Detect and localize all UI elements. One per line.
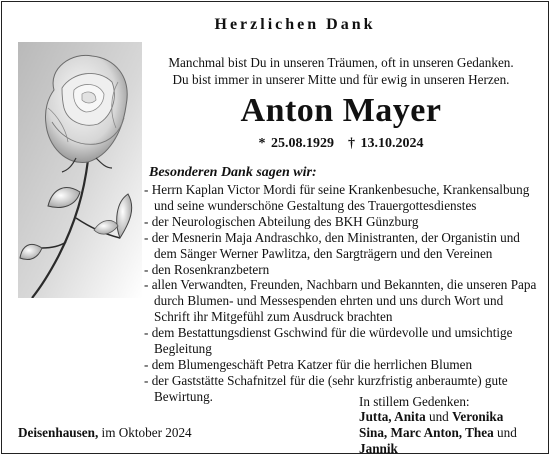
list-item: - der Mesnerin Maja Andraschko, den Ministranten, der Organistin und dem Sänger Werner Pawlitza, den Sargträgern und den Vereinen: [144, 230, 539, 262]
signer-names: Jutta, Anita: [359, 409, 426, 424]
list-item: - der Neurologischen Abteilung des BKH Günzburg: [144, 214, 539, 230]
signer-names: Jannik: [359, 441, 398, 454]
list-item: - allen Verwandten, Freunden, Nachbarn und Bekannten, die unseren Papa durch Blumen- und Messespenden ehrten und uns durch Wort und Schrift ihr Mitgefühl zum Ausdruck brachten: [144, 277, 539, 325]
place: Deisenhausen,: [18, 425, 99, 440]
thanks-heading: Besonderen Dank sagen wir:: [149, 165, 317, 180]
life-dates: [152, 136, 530, 152]
quote-text: [152, 54, 530, 88]
signer-conjunction: und: [497, 425, 517, 440]
quote-line: Du bist immer in unserer Mitte und für ewig in unseren Herzen.: [172, 72, 510, 87]
date: im Oktober 2024: [101, 425, 192, 440]
list-item: - Herrn Kaplan Victor Mordi für seine Krankenbesuche, Krankensalbung und seine wunderschöne Gestaltung des Trauergottesdienstes: [144, 182, 539, 214]
rose-icon: [18, 42, 142, 298]
signer-names: Veronika: [452, 409, 504, 424]
list-item: - dem Blumengeschäft Petra Katzer für die herrlichen Blumen: [144, 357, 539, 373]
memory-label: In stillem Gedenken:: [359, 394, 470, 409]
heading-title: Herzlichen Dank: [214, 16, 376, 33]
obituary-card: [1, 1, 549, 454]
signers: [359, 409, 548, 454]
death-date: † 13.10.2024: [348, 136, 424, 151]
thanks-list: [144, 182, 539, 405]
signers-line: [359, 425, 548, 454]
deceased-name: Anton Mayer: [240, 92, 442, 129]
list-item: - dem Bestattungsdienst Gschwind für die würdevolle und umsichtige Begleitung: [144, 325, 539, 357]
birth-date: * 25.08.1929: [258, 136, 334, 151]
signer-names: Sina, Marc Anton, Thea: [359, 425, 494, 440]
place-date: [18, 425, 192, 441]
signer-conjunction: und: [428, 409, 449, 424]
signers-line: [359, 409, 548, 425]
list-item: - der Gaststätte Schafnitzel für die (sehr kurzfristig anberaumte) gute Bewirtung.: [144, 373, 539, 405]
list-item: - den Rosenkranzbetern: [144, 262, 539, 278]
quote-line: Manchmal bist Du in unseren Träumen, oft in unseren Gedanken.: [168, 55, 514, 70]
